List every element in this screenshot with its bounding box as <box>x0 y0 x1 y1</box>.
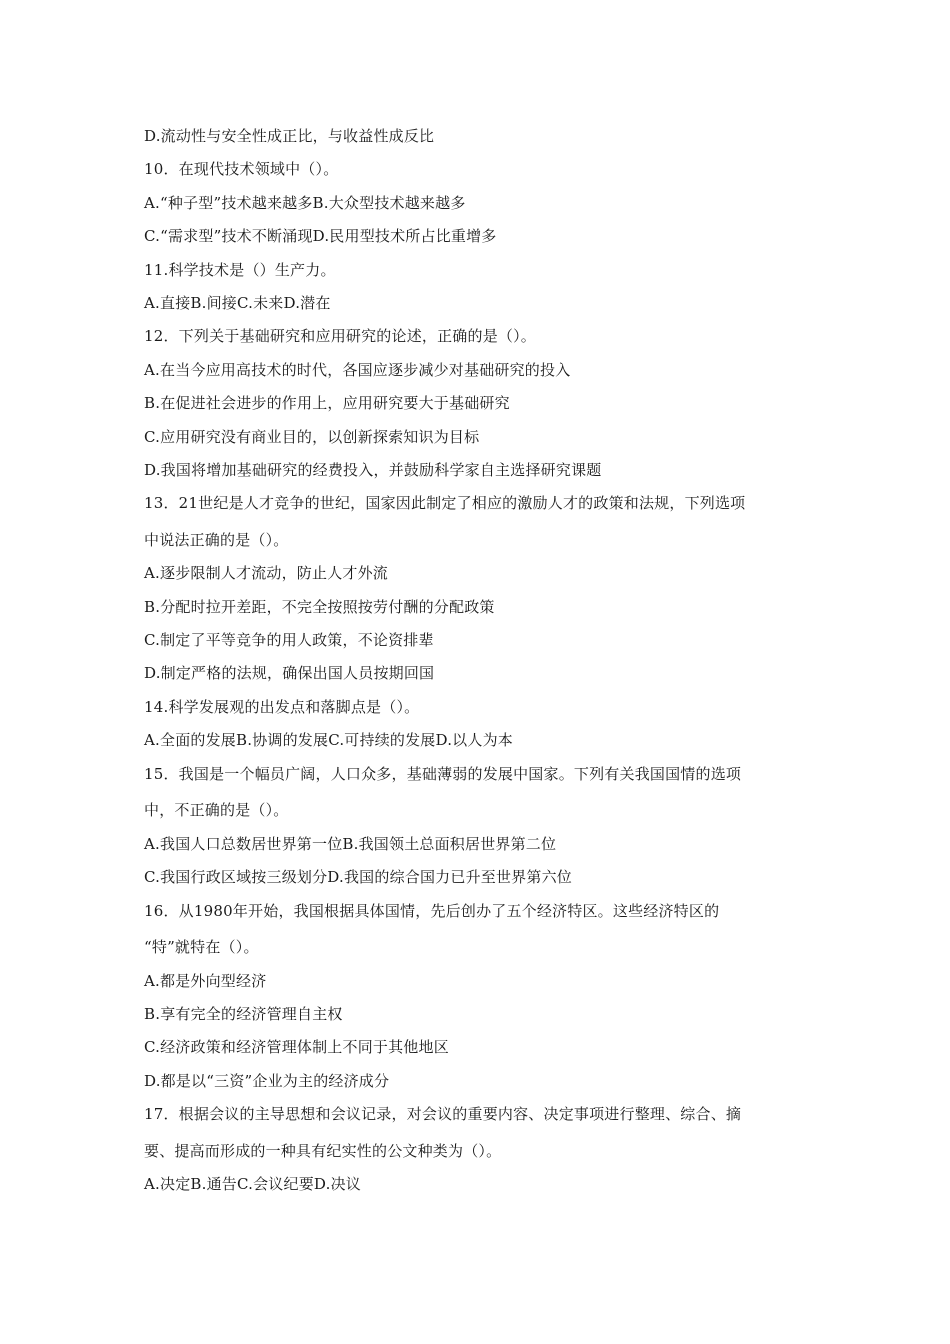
question-13-line-1: 13．21世纪是人才竞争的世纪，国家因此制定了相应的激励人才的政策和法规，下列选项 <box>144 494 746 512</box>
question-16-line-1: 16．从1980年开始，我国根据具体国情，先后创办了五个经济特区。这些经济特区的 <box>144 902 720 920</box>
options-11: A.直接B.间接C.未来D.潜在 <box>144 294 331 312</box>
options-10-cd: C.“需求型”技术不断涌现D.民用型技术所占比重增多 <box>144 227 497 245</box>
option-9-d: D.流动性与安全性成正比，与收益性成反比 <box>144 127 435 145</box>
option-12-a: A.在当今应用高技术的时代，各国应逐步减少对基础研究的投入 <box>144 361 571 379</box>
question-11: 11.科学技术是（）生产力。 <box>144 261 336 279</box>
question-15-line-2: 中，不正确的是（）。 <box>144 801 289 819</box>
option-13-b: B.分配时拉开差距，不完全按照按劳付酬的分配政策 <box>144 598 495 616</box>
question-16-line-2: “特”就特在（）。 <box>144 938 259 956</box>
option-16-a: A.都是外向型经济 <box>144 972 267 990</box>
question-12: 12．下列关于基础研究和应用研究的论述，正确的是（）。 <box>144 327 536 345</box>
options-14: A.全面的发展B.协调的发展C.可持续的发展D.以人为本 <box>144 731 513 749</box>
option-13-d: D.制定严格的法规，确保出国人员按期回国 <box>144 664 435 682</box>
option-12-d: D.我国将增加基础研究的经费投入，并鼓励科学家自主选择研究课题 <box>144 461 602 479</box>
option-12-c: C.应用研究没有商业目的，以创新探索知识为目标 <box>144 428 480 446</box>
options-15-cd: C.我国行政区域按三级划分D.我国的综合国力已升至世界第六位 <box>144 868 572 886</box>
question-10: 10．在现代技术领域中（）。 <box>144 160 339 178</box>
option-16-c: C.经济政策和经济管理体制上不同于其他地区 <box>144 1038 449 1056</box>
question-17-line-2: 要、提高而形成的一种具有纪实性的公文种类为（）。 <box>144 1142 502 1160</box>
options-15-ab: A.我国人口总数居世界第一位B.我国领土总面积居世界第二位 <box>144 835 557 853</box>
options-17: A.决定B.通告C.会议纪要D.决议 <box>144 1175 361 1193</box>
question-14: 14.科学发展观的出发点和落脚点是（）。 <box>144 698 420 716</box>
option-13-a: A.逐步限制人才流动，防止人才外流 <box>144 564 389 582</box>
option-13-c: C.制定了平等竞争的用人政策，不论资排辈 <box>144 631 434 649</box>
option-16-b: B.享有完全的经济管理自主权 <box>144 1005 343 1023</box>
option-12-b: B.在促进社会进步的作用上，应用研究要大于基础研究 <box>144 394 510 412</box>
options-10-ab: A.“种子型”技术越来越多B.大众型技术越来越多 <box>144 194 466 212</box>
option-16-d: D.都是以“三资”企业为主的经济成分 <box>144 1072 390 1090</box>
question-13-line-2: 中说法正确的是（）。 <box>144 531 289 549</box>
question-17-line-1: 17．根据会议的主导思想和会议记录，对会议的重要内容、决定事项进行整理、综合、摘 <box>144 1105 742 1123</box>
question-15-line-1: 15．我国是一个幅员广阔，人口众多，基础薄弱的发展中国家。下列有关我国国情的选项 <box>144 765 742 783</box>
